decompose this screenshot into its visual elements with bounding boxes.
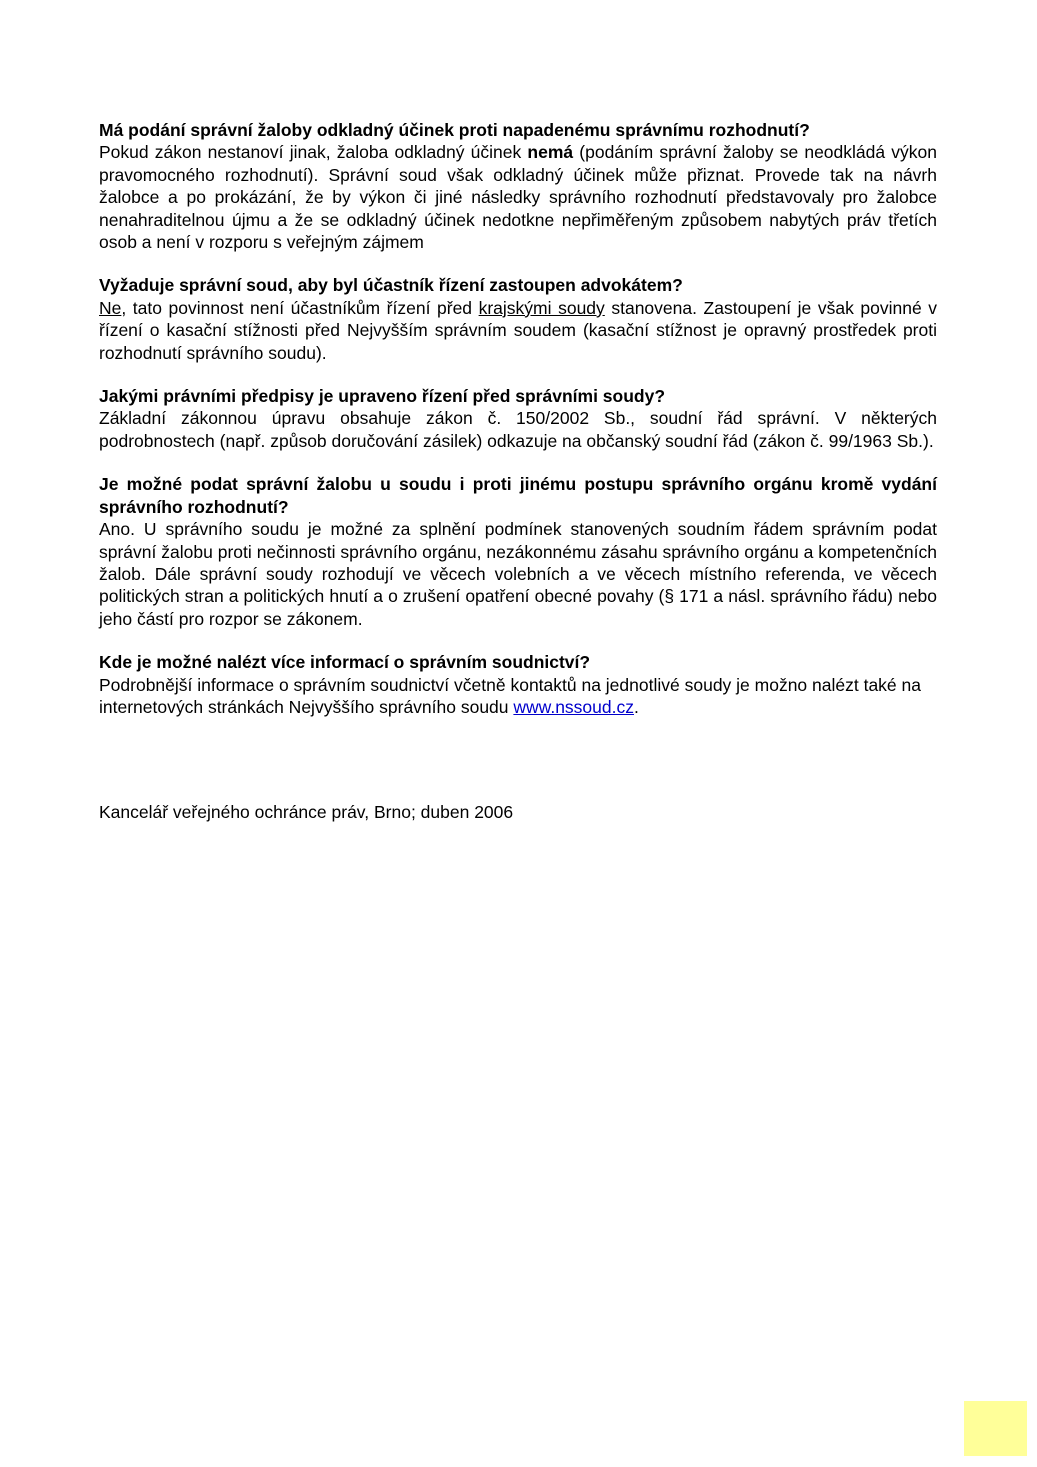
underlined-text: krajskými soudy (478, 297, 605, 318)
paragraph-text: Podrobnější informace o správním soudnictví včetně kontaktů na jednotlivé soudy je možno nalézt také na internetových stránkách Nejvyššího správního soudu (99, 674, 921, 717)
section-paragraph (99, 297, 937, 364)
section-heading: Je možné podat správní žalobu u soudu i proti jinému postupu správního orgánu kromě vydání správního rozhodnutí? (99, 474, 937, 517)
emphasis-text: nemá (527, 142, 574, 163)
paragraph-text: , tato povinnost není účastníkům řízení před (121, 297, 479, 318)
faq-section-suspensive-effect (99, 119, 937, 253)
document-body (99, 119, 937, 739)
section-paragraph: Základní zákonnou úpravu obsahuje zákon č. 150/2002 Sb., soudní řád správní. V některých podrobnostech (např. způsob doručování zásilek) odkazuje na občanský soudní řád (zákon č. 99/1963 Sb.). (99, 408, 937, 451)
section-heading: Má podání správní žaloby odkladný účinek proti napadenému správnímu rozhodnutí? (99, 120, 810, 140)
underlined-text: Ne (99, 297, 122, 318)
nssoud-website-link[interactable]: www.nssoud.cz (513, 696, 634, 717)
faq-section-legislation (99, 385, 937, 452)
section-heading: Vyžaduje správní soud, aby byl účastník řízení zastoupen advokátem? (99, 275, 683, 296)
section-paragraph (99, 674, 937, 719)
section-paragraph (99, 141, 937, 253)
faq-section-other-actions (99, 473, 937, 630)
section-paragraph: Ano. U správního soudu je možné za splnění podmínek stanovených soudním řádem správním podat správní žalobu proti nečinnosti správního orgánu, nezákonnému zásahu správního orgánu a kompetenčních žalob. Dále správní soudy rozhodují ve věcech volebních a ve věcech místního referenda, ve věcech politických stran a politických hnutí a o zrušení opatření obecné povahy (§ 171 a násl. správního řádu) nebo jeho částí pro rozpor se zákonem. (99, 519, 937, 629)
document-footer: Kancelář veřejného ochránce práv, Brno; duben 2006 (99, 802, 514, 822)
section-heading: Kde je možné nalézt více informací o správním soudnictví? (99, 652, 591, 673)
paragraph-text: Pokud zákon nestanoví jinak, žaloba odkladný účinek (99, 142, 528, 163)
paragraph-text: stanovena. Zastoupení je však povinné v řízení o kasační stížnosti před Nejvyšším správním soudem (kasační stížnost je opravný prostředek proti rozhodnutí správního soudu). (99, 297, 937, 363)
section-heading: Jakými právními předpisy je upraveno řízení před správními soudy? (99, 386, 666, 407)
faq-section-more-info (99, 651, 937, 718)
paragraph-text: . (634, 696, 639, 717)
paragraph-text: (podáním správní žaloby se neodkládá výkon pravomocného rozhodnutí). Správní soud však odkladný účinek může přiznat. Provede tak na návrh žalobce a po prokázání, že by výkon či jiné následky správního rozhodnutí představovaly pro žalobce nenahraditelnou újmu a že se odkladný účinek nedotkne nepřiměřeným způsobem nabytých práv třetích osob a není v rozporu s veřejným zájmem (99, 142, 937, 253)
faq-section-representation (99, 274, 937, 364)
page-number-box (964, 1401, 1027, 1456)
